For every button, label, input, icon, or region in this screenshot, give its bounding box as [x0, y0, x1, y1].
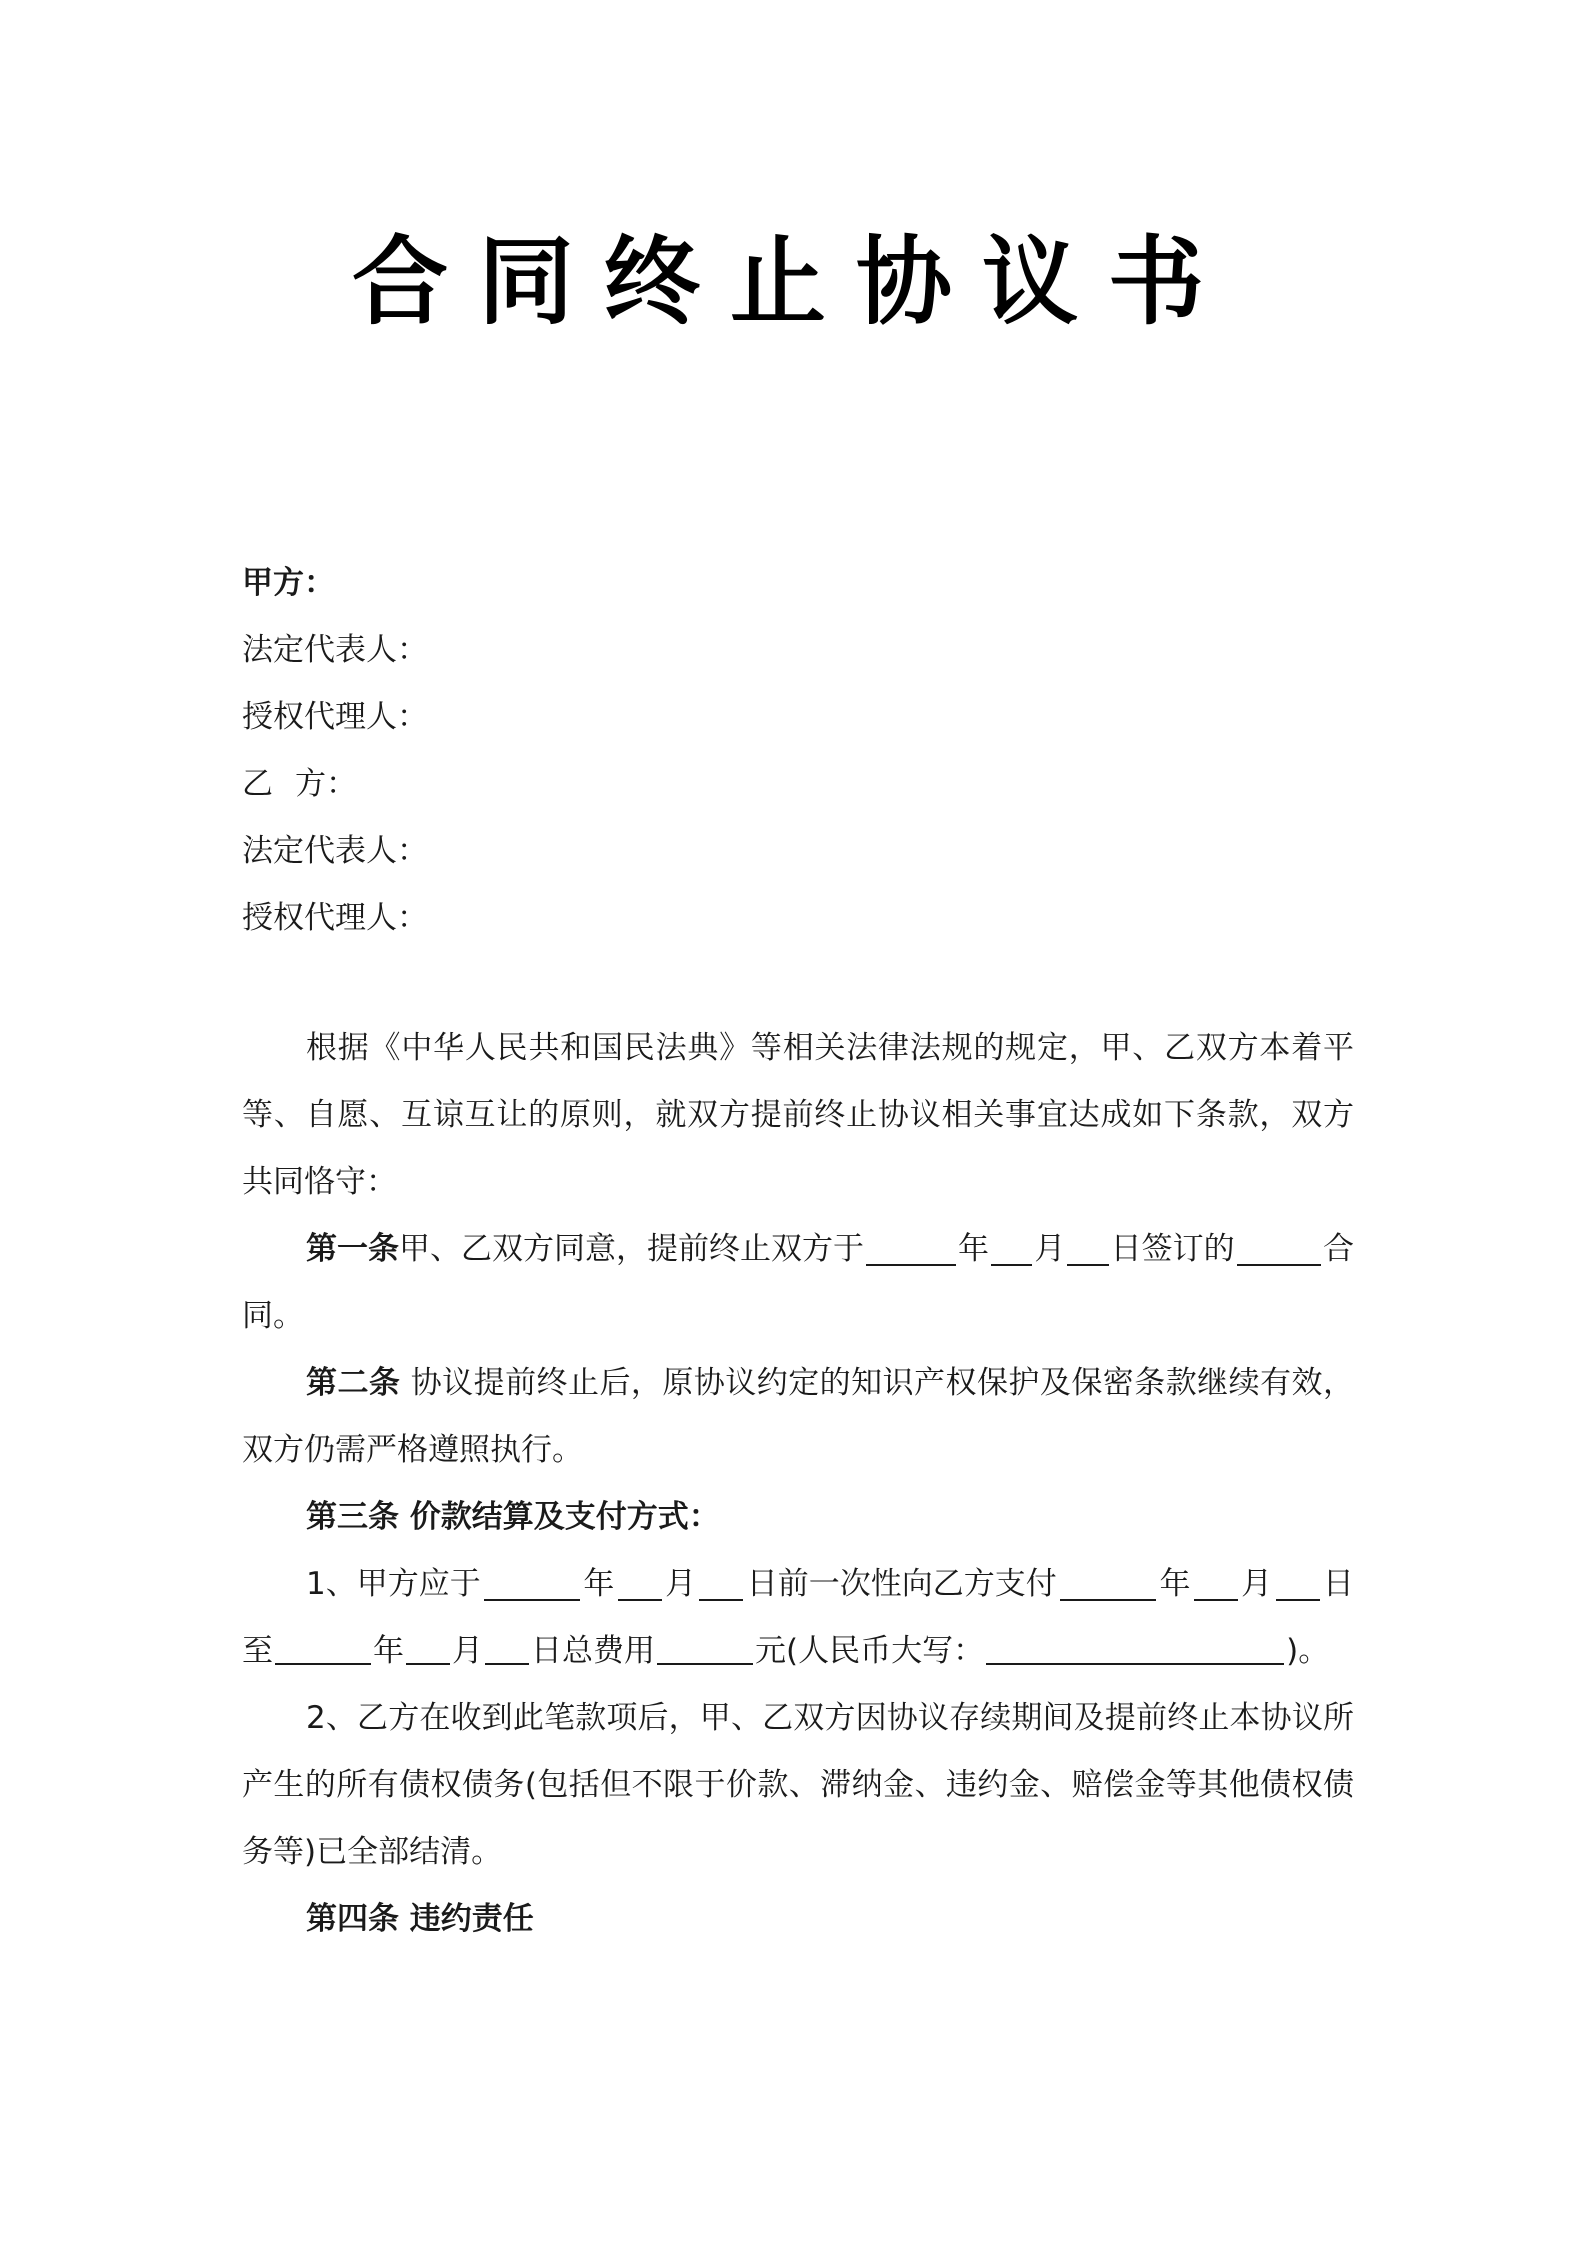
blank-pay-year[interactable] — [484, 1569, 580, 1601]
party-b-char2: 方： — [295, 766, 357, 802]
parties-block — [242, 550, 428, 952]
item1-text5: 年 — [1159, 1566, 1191, 1602]
blank-period-start-year[interactable] — [1060, 1569, 1156, 1601]
blank-year[interactable] — [866, 1234, 956, 1266]
item1-text12: 元(人民币大写： — [755, 1633, 985, 1669]
item1-text9: 年 — [373, 1633, 404, 1669]
blank-period-end-month[interactable] — [406, 1633, 450, 1665]
party-b-char1: 乙 — [242, 766, 273, 802]
item1-text3: 月 — [665, 1566, 697, 1602]
item1-text7: 日 — [1322, 1566, 1354, 1602]
article2-heading: 第二条 — [306, 1365, 401, 1401]
article1-text3: 月 — [1034, 1231, 1066, 1267]
blank-period-end-day[interactable] — [485, 1633, 529, 1665]
blank-total-amount[interactable] — [657, 1633, 753, 1665]
blank-day[interactable] — [1067, 1234, 1108, 1266]
article1-heading: 第一条 — [306, 1231, 399, 1267]
article4-heading: 第四条 违约责任 — [306, 1901, 534, 1937]
party-a-legal-rep-label: 法定代表人： — [242, 632, 428, 668]
party-b-agent-label: 授权代理人： — [242, 900, 428, 936]
preamble-paragraph: 根据《中华人民共和国民法典》等相关法律法规的规定，甲、乙双方本着平等、自愿、互谅互让的原则，就双方提前终止协议相关事宜达成如下条款，双方共同恪守： — [242, 1030, 1354, 1200]
article2-paragraph — [242, 1350, 1354, 1484]
article2-text: 协议提前终止后，原协议约定的知识产权保护及保密条款继续有效，双方仍需严格遵照执行。 — [242, 1365, 1355, 1468]
article1-text5: 合 — [1323, 1231, 1354, 1267]
item1-text4: 日前一次性向乙方支付 — [746, 1566, 1057, 1602]
article1-line2: 同。 — [242, 1298, 304, 1334]
party-b-legal-rep-label: 法定代表人： — [242, 833, 428, 869]
blank-month[interactable] — [991, 1234, 1032, 1266]
document-title: 合同终止协议书 — [352, 226, 1234, 338]
article1-line1 — [242, 1216, 1354, 1283]
item1-text1: 1、甲方应于 — [306, 1566, 481, 1602]
blank-pay-day[interactable] — [699, 1569, 743, 1601]
item1-text10: 月 — [452, 1633, 483, 1669]
party-b-label — [242, 751, 428, 818]
article1-text2: 年 — [958, 1231, 990, 1267]
item1-text2: 年 — [583, 1566, 615, 1602]
item1-text6: 月 — [1241, 1566, 1273, 1602]
article3-heading: 第三条 价款结算及支付方式： — [306, 1499, 720, 1535]
party-a-label: 甲方： — [242, 565, 335, 601]
article3-item1-line1 — [242, 1551, 1354, 1618]
item1-text8: 至 — [242, 1633, 273, 1669]
blank-period-end-year[interactable] — [275, 1633, 371, 1665]
item1-text13: )。 — [1286, 1633, 1330, 1669]
document-body — [242, 1015, 1354, 1953]
article3-item1-line2 — [242, 1618, 1354, 1685]
article1-text4: 日签订的 — [1110, 1231, 1235, 1267]
blank-contract-name[interactable] — [1237, 1234, 1321, 1266]
blank-period-start-day[interactable] — [1276, 1569, 1320, 1601]
blank-pay-month[interactable] — [618, 1569, 662, 1601]
blank-period-start-month[interactable] — [1194, 1569, 1238, 1601]
article1-text1: 甲、乙双方同意，提前终止双方于 — [399, 1231, 864, 1267]
party-a-agent-label: 授权代理人： — [242, 699, 428, 735]
article3-item2-paragraph: 2、乙方在收到此笔款项后，甲、乙双方因协议存续期间及提前终止本协议所产生的所有债权债务(包括但不限于价款、滞纳金、违约金、赔偿金等其他债权债务等)已全部结清。 — [242, 1700, 1354, 1870]
item1-text11: 日总费用 — [531, 1633, 655, 1669]
blank-amount-in-words[interactable] — [986, 1633, 1284, 1665]
